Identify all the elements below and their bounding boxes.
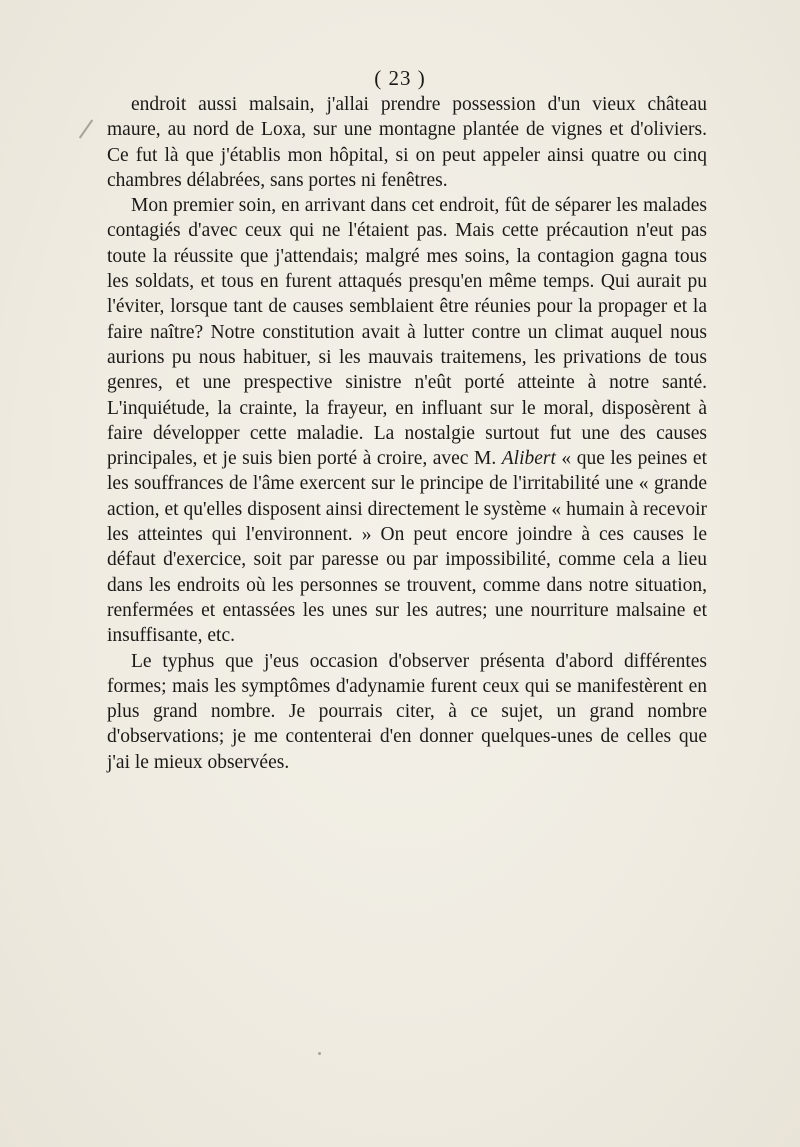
paragraph-1: endroit aussi malsain, j'allai prendre possession d'un vieux château maure, au nord de Loxa, sur une montagne plantée de vignes et d'oliviers. Ce fut là que j'établis mon hôpital, si on peut appeler ainsi quatre ou cinq chambres délabrées, sans portes ni fenêtres. [107, 94, 707, 191]
stray-ink-mark [79, 119, 93, 138]
stray-ink-dot [318, 1052, 321, 1055]
paragraph-3: Le typhus que j'eus occasion d'observer présenta d'abord différentes formes; mais les symptômes d'adynamie furent ceux qui se manifestèrent en plus grand nombre. Je pourrais citer, à ce sujet, un grand nombre d'observations; je me contenterai d'en donner quelques-unes de celles que j'ai le mieux observées. [107, 650, 707, 773]
paragraph-2 [107, 193, 707, 648]
page-number: ( 23 ) [374, 66, 426, 90]
paragraph-2-part-1: Mon premier soin, en arrivant dans cet endroit, fût de séparer les malades contagiés d'avec ceux qui ne l'étaient pas. Mais cette précaution n'eut pas toute la réussite que j'attendais; malgré mes soins, la contagion gagna tous les soldats, et tous en furent attaqués presqu'en même temps. Qui aurait pu l'éviter, lorsque tant de causes semblaient être réunies pour la propager et la faire naître? Notre constitution avait à lutter contre un climat auquel nous aurions pu nous habituer, si les mauvais traitemens, les privations de tous genres, et une prespective sinistre n'eût porté atteinte à notre santé. L'inquiétude, la crainte, la frayeur, en influant sur le moral, disposèrent à faire développer cette maladie. La nostalgie surtout fut une des causes principales, et je suis bien porté à croire, avec M. [107, 195, 707, 470]
paragraph-2-part-2: « que les peines et les souffrances de l'âme exercent sur le principe de l'irritabilité une « grande action, et qu'elles disposent ainsi directement le système « humain à recevoir les atteintes qui l'environnent. » On peut encore joindre à ces causes le défaut d'exercice, soit par paresse ou par impossibilité, comme cela a lieu dans les endroits où les personnes se trouvent, comme dans notre situation, renfermées et entassées les unes sur les autres; une nourriture malsaine et insuffisante, etc. [107, 448, 707, 647]
body-text [107, 92, 707, 775]
author-name-alibert: Alibert [501, 448, 556, 470]
